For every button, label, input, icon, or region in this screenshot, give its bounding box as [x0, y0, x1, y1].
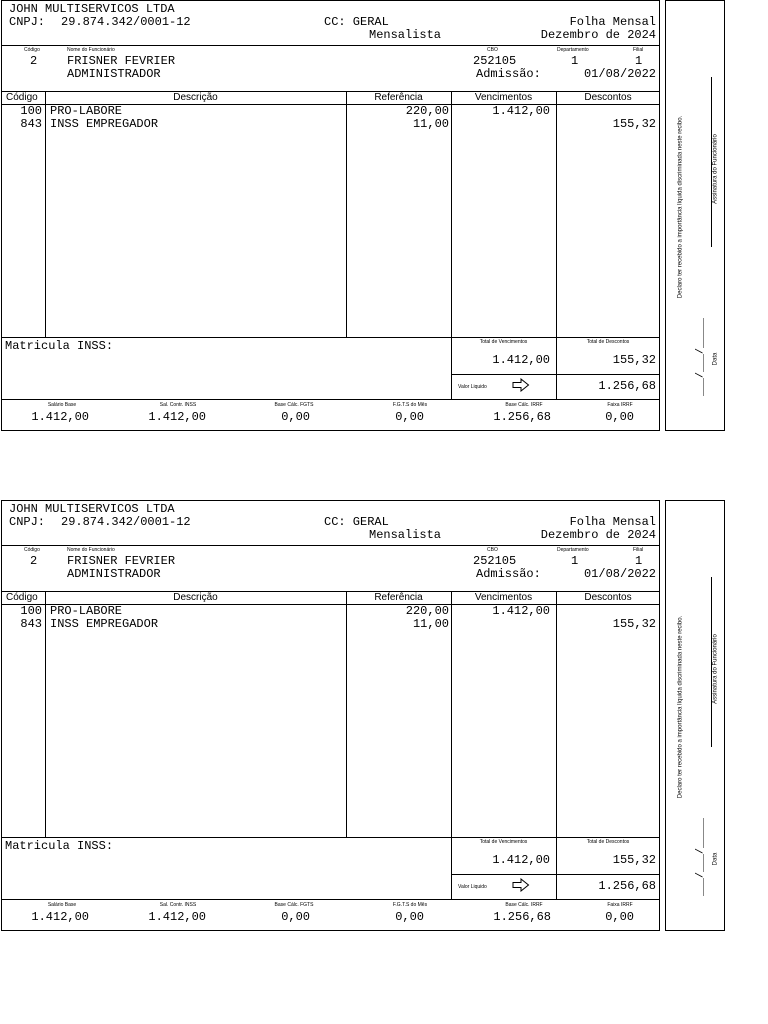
- item-code: 100: [20, 104, 42, 118]
- column-header-code: Código: [6, 592, 38, 603]
- total-deductions-value: 155,32: [612, 353, 656, 367]
- irrf-base-value: 1.256,68: [493, 910, 551, 924]
- irrf-base-label: Base Cálc. IRRF: [505, 902, 543, 908]
- net-pay-value: 1.256,68: [598, 879, 656, 893]
- column-divider: [45, 91, 46, 337]
- net-divider: [451, 874, 660, 875]
- employee-name: FRISNER FEVRIER: [67, 54, 176, 68]
- base-salary-value: 1.412,00: [31, 910, 89, 924]
- cost-center: CC: GERAL: [324, 515, 389, 529]
- base-salary-label: Salário Base: [47, 402, 77, 408]
- department-value: 1: [571, 54, 579, 68]
- item-description: INSS EMPREGADOR: [50, 117, 159, 131]
- document-title: Folha Mensal: [569, 15, 656, 29]
- employee-type: Mensalista: [369, 28, 442, 42]
- fgts-month-label: F.G.T.S do Mês: [392, 402, 428, 408]
- column-divider: [556, 91, 557, 399]
- cbo-value: 252105: [473, 554, 517, 568]
- employee-type: Mensalista: [369, 528, 442, 542]
- totals-top-border: [2, 837, 660, 838]
- total-deductions-value: 155,32: [612, 853, 656, 867]
- inss-contribution-salary-value: 1.412,00: [148, 410, 206, 424]
- reference-period: Dezembro de 2024: [540, 28, 656, 42]
- net-pay-label: Valor Liquido: [458, 384, 487, 390]
- company-name: JOHN MULTISERVICOS LTDA: [9, 502, 175, 516]
- payslip: [1, 500, 724, 932]
- employee-signature-label: Assinatura do Funcionário: [712, 134, 719, 204]
- item-description: INSS EMPREGADOR: [50, 617, 159, 631]
- column-divider: [556, 591, 557, 899]
- reference-period: Dezembro de 2024: [540, 528, 656, 542]
- header-divider: [2, 545, 660, 546]
- department-value: 1: [571, 554, 579, 568]
- fgts-month-label: F.G.T.S do Mês: [392, 902, 428, 908]
- column-header-deductions: Descontos: [584, 592, 632, 603]
- employee-code-label: Código: [24, 47, 40, 53]
- column-header-description: Descrição: [173, 92, 218, 103]
- arrow-right-icon: [512, 878, 530, 892]
- department-label: Departamento: [557, 547, 589, 553]
- fgts-base-label: Base Cálc. FGTS: [274, 402, 314, 408]
- net-divider: [451, 374, 660, 375]
- item-earnings: 1.412,00: [492, 604, 550, 618]
- document-title: Folha Mensal: [569, 515, 656, 529]
- total-earnings-value: 1.412,00: [492, 353, 550, 367]
- receipt-stub: [665, 500, 725, 931]
- base-salary-label: Salário Base: [47, 902, 77, 908]
- employee-code-label: Código: [24, 547, 40, 553]
- branch-value: 1: [635, 554, 643, 568]
- cnpj-label: CNPJ:: [9, 15, 46, 29]
- employee-role: ADMINISTRADOR: [67, 67, 161, 81]
- header-divider: [2, 45, 660, 46]
- item-code: 843: [20, 117, 42, 131]
- total-earnings-label: Total de Vencimentos: [479, 839, 528, 845]
- irrf-bracket-value: 0,00: [605, 410, 634, 424]
- company-name: JOHN MULTISERVICOS LTDA: [9, 2, 175, 16]
- employee-name: FRISNER FEVRIER: [67, 554, 176, 568]
- item-reference: 220,00: [405, 604, 449, 618]
- payslip: [1, 0, 724, 432]
- matricula-inss-label: Matricula INSS:: [5, 839, 114, 853]
- cbo-label: CBO: [487, 547, 498, 553]
- receipt-stub: [665, 0, 725, 431]
- column-header-reference: Referência: [374, 92, 423, 103]
- item-description: PRO-LABORE: [50, 604, 123, 618]
- cnpj-label: CNPJ:: [9, 515, 46, 529]
- receipt-declaration: Declaro ter recebido a importância líquida discriminada neste recibo.: [677, 615, 684, 799]
- branch-label: Filial: [633, 547, 644, 553]
- inss-contribution-salary-label: Sal. Contr. INSS: [159, 902, 197, 908]
- admission-date: 01/08/2022: [583, 567, 656, 581]
- admission-label: Admissão:: [476, 67, 541, 81]
- item-deductions: 155,32: [612, 117, 656, 131]
- total-deductions-label: Total de Descontos: [586, 339, 630, 345]
- employee-name-label: Nome do Funcionário: [67, 47, 115, 53]
- column-header-code: Código: [6, 92, 38, 103]
- employee-role: ADMINISTRADOR: [67, 567, 161, 581]
- column-header-earnings: Vencimentos: [474, 592, 533, 603]
- bases-top-border: [2, 399, 660, 400]
- item-description: PRO-LABORE: [50, 104, 123, 118]
- fgts-month-value: 0,00: [395, 410, 424, 424]
- column-divider: [451, 591, 452, 899]
- column-header-description: Descrição: [173, 592, 218, 603]
- cbo-label: CBO: [487, 47, 498, 53]
- branch-value: 1: [635, 54, 643, 68]
- total-deductions-label: Total de Descontos: [586, 839, 630, 845]
- arrow-right-icon: [512, 378, 530, 392]
- fgts-base-value: 0,00: [281, 910, 310, 924]
- inss-contribution-salary-label: Sal. Contr. INSS: [159, 402, 197, 408]
- column-divider: [451, 91, 452, 399]
- item-code: 843: [20, 617, 42, 631]
- net-pay-value: 1.256,68: [598, 379, 656, 393]
- bases-top-border: [2, 899, 660, 900]
- fgts-base-value: 0,00: [281, 410, 310, 424]
- employee-code: 2: [30, 54, 38, 68]
- total-earnings-label: Total de Vencimentos: [479, 339, 528, 345]
- item-reference: 11,00: [412, 117, 449, 131]
- cnpj-value: 29.874.342/0001-12: [61, 515, 191, 529]
- irrf-base-label: Base Cálc. IRRF: [505, 402, 543, 408]
- item-reference: 11,00: [412, 617, 449, 631]
- fgts-month-value: 0,00: [395, 910, 424, 924]
- base-salary-value: 1.412,00: [31, 410, 89, 424]
- item-deductions: 155,32: [612, 617, 656, 631]
- branch-label: Filial: [633, 47, 644, 53]
- irrf-bracket-value: 0,00: [605, 910, 634, 924]
- irrf-base-value: 1.256,68: [493, 410, 551, 424]
- cost-center: CC: GERAL: [324, 15, 389, 29]
- date-label: Data: [712, 852, 719, 866]
- employee-name-label: Nome do Funcionário: [67, 547, 115, 553]
- payslip-main-box: [1, 0, 660, 431]
- receipt-declaration: Declaro ter recebido a importância líquida discriminada neste recibo.: [677, 115, 684, 299]
- payslip-main-box: [1, 500, 660, 931]
- date-blank-line: ___/___/_____: [695, 817, 707, 897]
- date-blank-line: ___/___/_____: [695, 317, 707, 397]
- item-code: 100: [20, 604, 42, 618]
- fgts-base-label: Base Cálc. FGTS: [274, 902, 314, 908]
- irrf-bracket-label: Faixa IRRF: [607, 402, 633, 408]
- employee-signature-label: Assinatura do Funcionário: [712, 634, 719, 704]
- date-label: Data: [712, 352, 719, 366]
- department-label: Departamento: [557, 47, 589, 53]
- totals-top-border: [2, 337, 660, 338]
- column-header-earnings: Vencimentos: [474, 92, 533, 103]
- column-header-deductions: Descontos: [584, 92, 632, 103]
- cbo-value: 252105: [473, 54, 517, 68]
- irrf-bracket-label: Faixa IRRF: [607, 902, 633, 908]
- inss-contribution-salary-value: 1.412,00: [148, 910, 206, 924]
- column-divider: [45, 591, 46, 837]
- employee-code: 2: [30, 554, 38, 568]
- admission-label: Admissão:: [476, 567, 541, 581]
- net-pay-label: Valor Liquido: [458, 884, 487, 890]
- admission-date: 01/08/2022: [583, 67, 656, 81]
- item-earnings: 1.412,00: [492, 104, 550, 118]
- item-reference: 220,00: [405, 104, 449, 118]
- column-header-reference: Referência: [374, 592, 423, 603]
- cnpj-value: 29.874.342/0001-12: [61, 15, 191, 29]
- total-earnings-value: 1.412,00: [492, 853, 550, 867]
- matricula-inss-label: Matricula INSS:: [5, 339, 114, 353]
